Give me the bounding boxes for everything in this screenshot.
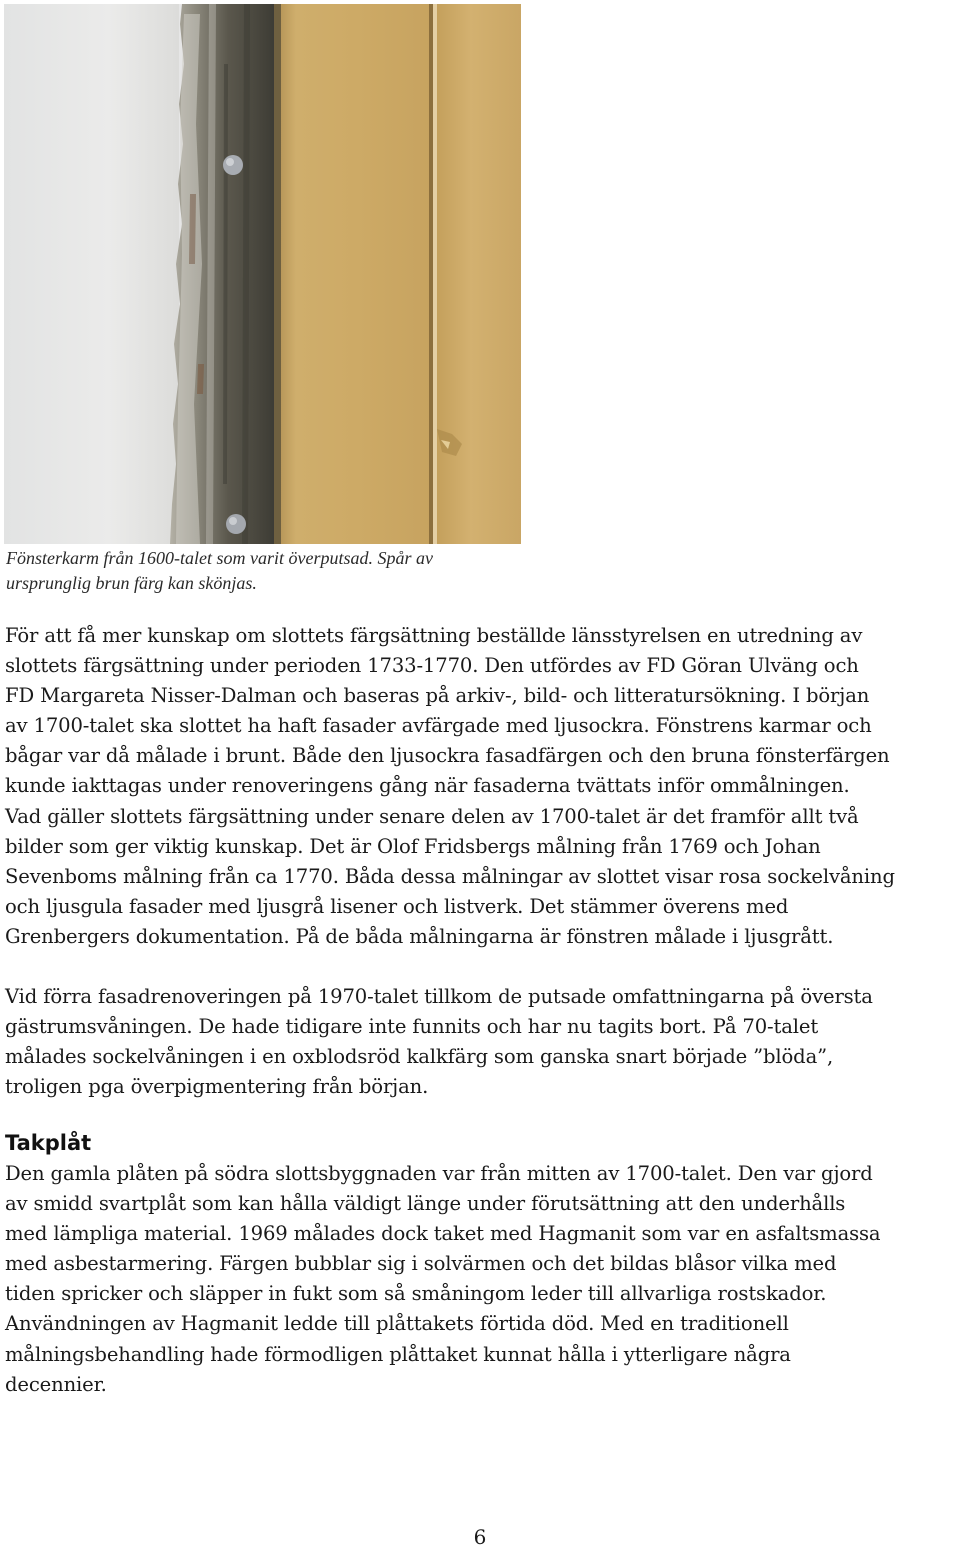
nail-head	[226, 514, 246, 534]
nail-head	[223, 155, 243, 175]
photo-caption: Fönsterkarm från 1600-talet som varit överputsad. Spår av ursprunglig brun färg kan skönjas.	[6, 548, 433, 593]
body-paragraph: Vid förra fasadrenoveringen på 1970-talet tillkom de putsade omfattningarna på översta gästrumsvåningen. De hade tidigare inte funnits och har nu tagits bort. På 70-talet målades sockelvåningen i en oxblodsröd kalkfärg som ganska snart började ”blöda”, troligen pga överpigmentering från början.	[5, 985, 873, 1099]
window-frame-photo	[4, 4, 521, 544]
section-heading: Takplåt	[5, 1131, 92, 1155]
ochre-board	[281, 4, 431, 544]
body-paragraph: Den gamla plåten på södra slottsbyggnaden var från mitten av 1700-talet. Den var gjord av smidd svartplåt som kan hålla väldigt länge under förutsättning att den underhålls med lämpliga material. 1969 målades dock taket med Hagmanit som var en asfaltsmassa med asbestarmering. Färgen bubblar sig i solvärmen och det bildas blåsor vilka med tiden spricker och släpper in fukt som så småningom leder till allvarliga rostskador. Användningen av Hagmanit ledde till plåttakets förtida död. Med en traditionell målningsbehandling hade förmodligen plåttaket kunnat hålla i ytterligare några decennier.	[5, 1162, 881, 1396]
plaster-surface	[4, 4, 179, 544]
body-paragraph: För att få mer kunskap om slottets färgsättning beställde länsstyrelsen en utredning av slottets färgsättning under perioden 1733-1770. Den utfördes av FD Göran Ulväng och FD Margareta Nisser-Dalman och baseras på arkiv-, bild- och litteratursökning. I början av 1700-talet ska slottet ha haft fasader avfärgade med ljusockra. Fönstrens karmar och bågar var då målade i brunt. Både den ljusockra fasadfärgen och den bruna fönsterfärgen kunde iakttagas under renoveringens gång när fasaderna tvättats inför ommålningen. Vad gäller slottets färgsättning under senare delen av 1700-talet är det framför allt två bilder som ger viktig kunskap. Det är Olof Fridsbergs målning från 1769 och Johan Sevenboms målning från ca 1770. Båda dessa målningar av slottet visar rosa sockelvåning och ljusgula fasader med ljusgrå lisener och listverk. Det stämmer överens med Grenbergers dokumentation. På de båda målningarna är fönstren målade i ljusgrått.	[5, 624, 895, 948]
page-number: 6	[473, 1525, 487, 1549]
